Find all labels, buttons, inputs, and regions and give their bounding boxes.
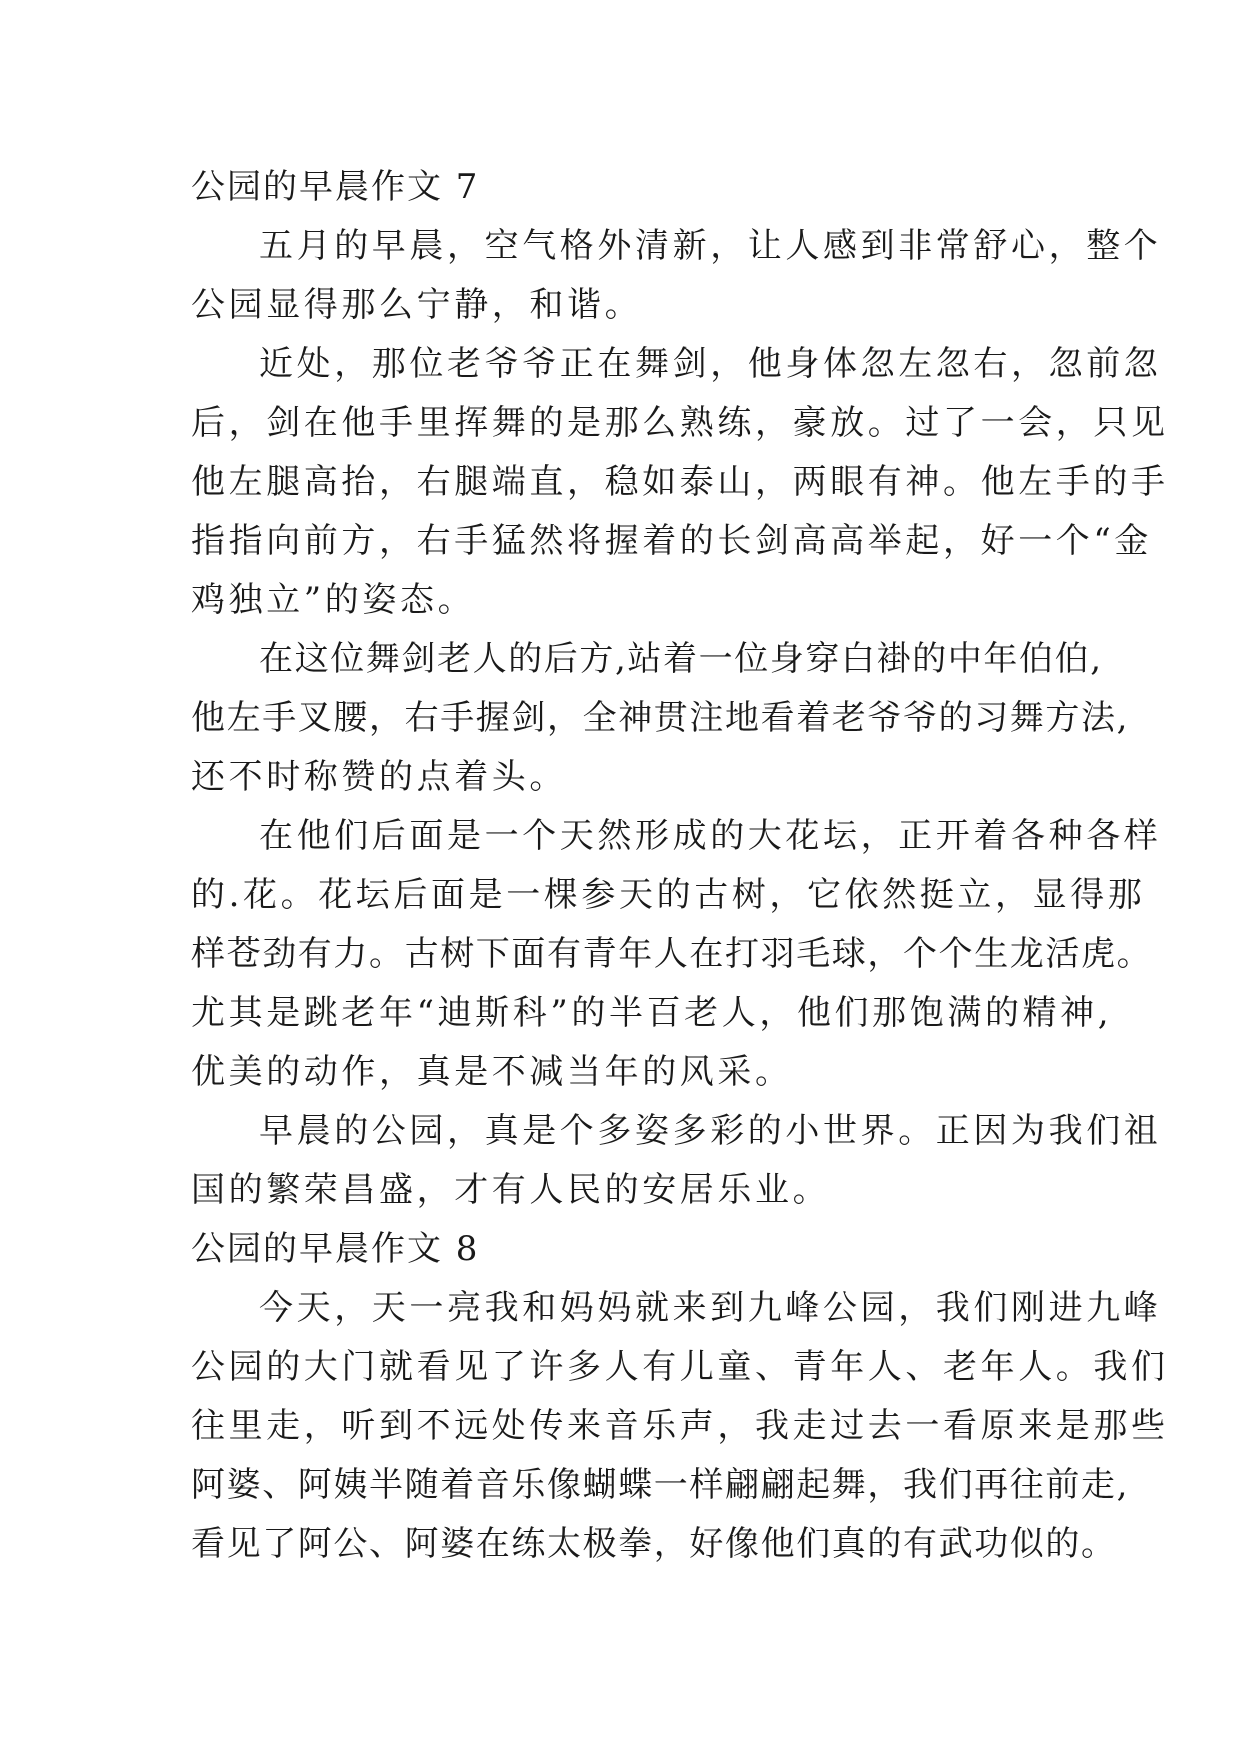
paragraph-line: 今天，天一亮我和妈妈就来到九峰公园，我们刚进九峰 (259, 1288, 1162, 1328)
paragraph-line: 还不时称赞的点着头。 (191, 757, 567, 797)
paragraph-line: 公园显得那么宁静，和谐。 (191, 285, 643, 325)
paragraph-line: 在这位舞剑老人的后方,站着一位身穿白褂的中年伯伯, (259, 639, 1103, 679)
paragraph-line: 五月的早晨，空气格外清新，让人感到非常舒心，整个 (259, 226, 1162, 266)
document-body (191, 158, 1169, 1574)
paragraph-line: 鸡独立”的姿态。 (191, 580, 476, 620)
paragraph-line: 他左手叉腰，右手握剑，全神贯注地看着老爷爷的习舞方法, (191, 698, 1130, 738)
paragraph-line: 往里走，听到不远处传来音乐声，我走过去一看原来是那些 (191, 1406, 1169, 1446)
paragraph-line: 指指向前方，右手猛然将握着的长剑高高举起，好一个“金 (191, 521, 1152, 561)
paragraph-line: 的.花。花坛后面是一棵参天的古树，它依然挺立，显得那 (191, 875, 1146, 915)
paragraph-line: 尤其是跳老年“迪斯科”的半百老人，他们那饱满的精神, (191, 993, 1113, 1033)
paragraph-line: 看见了阿公、阿婆在练太极拳，好像他们真的有武功似的。 (191, 1524, 1117, 1564)
paragraph-line: 阿婆、阿姨半随着音乐像蝴蝶一样翩翩起舞，我们再往前走, (191, 1465, 1130, 1505)
paragraph-line: 他左腿高抬，右腿端直，稳如泰山，两眼有神。他左手的手 (191, 462, 1169, 502)
paragraph-line: 国的繁荣昌盛，才有人民的安居乐业。 (191, 1170, 831, 1210)
paragraph-line: 公园的大门就看见了许多人有儿童、青年人、老年人。我们 (191, 1347, 1169, 1387)
paragraph-line: 早晨的公园，真是个多姿多彩的小世界。正因为我们祖 (259, 1111, 1162, 1151)
paragraph-line: 优美的动作，真是不减当年的风采。 (191, 1052, 793, 1092)
essay-title-7: 公园的早晨作文 7 (191, 167, 480, 207)
paragraph-line: 后，剑在他手里挥舞的是那么熟练，豪放。过了一会，只见 (191, 403, 1169, 443)
essay-title-8: 公园的早晨作文 8 (191, 1229, 480, 1269)
paragraph-line: 近处，那位老爷爷正在舞剑，他身体忽左忽右，忽前忽 (259, 344, 1162, 384)
paragraph-line: 在他们后面是一个天然形成的大花坛，正开着各种各样 (259, 816, 1162, 856)
paragraph-line: 样苍劲有力。古树下面有青年人在打羽毛球，个个生龙活虎。 (191, 934, 1153, 974)
